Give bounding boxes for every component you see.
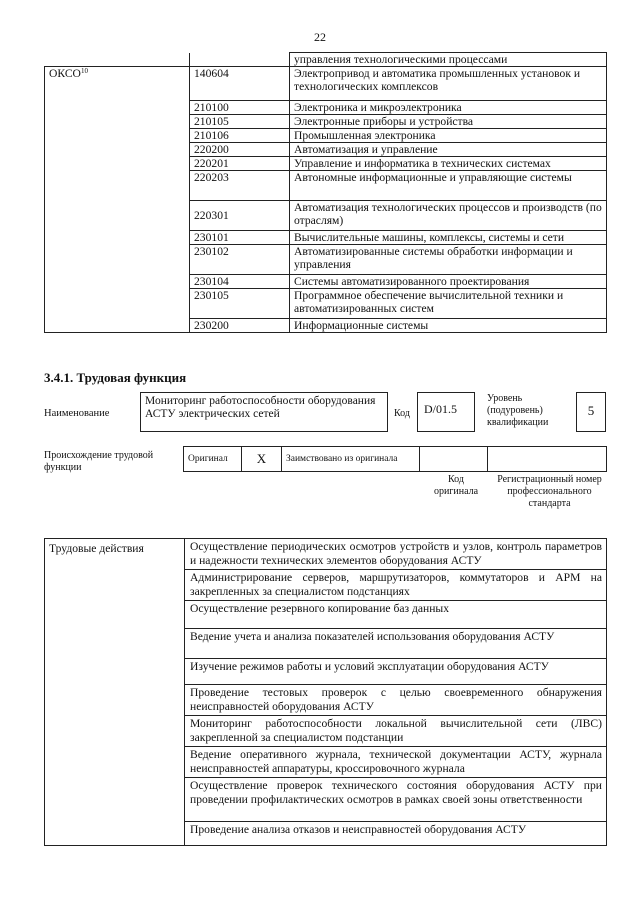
action-item: Ведение учета и анализа показателей использования оборудования АСТУ — [185, 629, 607, 659]
okso-table — [44, 52, 607, 333]
okso-name: Системы автоматизированного проектирования — [290, 275, 607, 289]
origin-table — [183, 446, 607, 472]
qualification-level: 5 — [576, 392, 606, 432]
action-item: Изучение режимов работы и условий эксплуатации оборудования АСТУ — [185, 659, 607, 685]
okso-footnote-ref: 10 — [80, 67, 88, 75]
okso-label-cell — [45, 67, 190, 333]
function-name: Мониторинг работоспособности оборудования АСТУ электрических сетей — [140, 392, 388, 432]
action-item: Осуществление проверок технического состояния оборудования АСТУ при проведении профилактических осмотров в рамках своей зоны ответственности — [185, 778, 607, 822]
action-item: Мониторинг работоспособности локальной вычислительной сети (ЛВС) закрепленной за специалистом подстанции — [185, 716, 607, 747]
okso-name: Программное обеспечение вычислительной техники и автоматизированных систем — [290, 289, 607, 319]
function-code: D/01.5 — [417, 392, 475, 432]
okso-code: 230101 — [190, 231, 290, 245]
level-label: Уровень (подуровень) квалификации — [487, 393, 549, 428]
action-item: Осуществление резервного копирование баз данных — [185, 601, 607, 629]
origin-borrowed-label: Заимствовано из оригинала — [282, 447, 420, 472]
origin-reg-number-cell — [488, 447, 607, 472]
origin-label: Происхождение трудовой функции — [44, 450, 154, 473]
origin-code-caption: Код оригинала — [433, 474, 479, 497]
action-item: Проведение анализа отказов и неисправностей оборудования АСТУ — [185, 822, 607, 846]
okso-code: 210105 — [190, 115, 290, 129]
okso-name: Автоматизация технологических процессов и производств (по отраслям) — [290, 201, 607, 231]
action-item: Проведение тестовых проверок с целью своевременного обнаружения неисправностей оборудования АСТУ — [185, 685, 607, 716]
table-row — [45, 67, 607, 101]
okso-code: 210100 — [190, 101, 290, 115]
okso-code: 230200 — [190, 319, 290, 333]
okso-code: 210106 — [190, 129, 290, 143]
action-item: Ведение оперативного журнала, технической документации АСТУ, журнала неисправностей аппаратуры, кроссировочного журнала — [185, 747, 607, 778]
page-number: 22 — [314, 30, 326, 44]
origin-original-mark: X — [242, 447, 282, 472]
table-row — [45, 539, 607, 570]
okso-name: Автоматизация и управление — [290, 143, 607, 157]
section-title: 3.4.1. Трудовая функция — [44, 370, 187, 385]
okso-label: ОКСО — [49, 67, 81, 80]
origin-original-label: Оригинал — [184, 447, 242, 472]
okso-name: Промышленная электроника — [290, 129, 607, 143]
okso-name: Автоматизированные системы обработки информации и управления — [290, 245, 607, 275]
okso-name: Информационные системы — [290, 319, 607, 333]
origin-code-cell — [420, 447, 488, 472]
table-row — [45, 53, 607, 67]
okso-name: Электроника и микроэлектроника — [290, 101, 607, 115]
okso-code: 220200 — [190, 143, 290, 157]
okso-code: 220301 — [190, 201, 290, 231]
okso-code: 220203 — [190, 171, 290, 201]
okso-code: 140604 — [190, 67, 290, 101]
okso-code: 230105 — [190, 289, 290, 319]
okso-name: Вычислительные машины, комплексы, системы и сети — [290, 231, 607, 245]
okso-continuation: управления технологическими процессами — [290, 53, 607, 67]
okso-name: Управление и информатика в технических системах — [290, 157, 607, 171]
name-label: Наименование — [44, 408, 110, 419]
okso-name: Автономные информационные и управляющие системы — [290, 171, 607, 201]
okso-code: 220201 — [190, 157, 290, 171]
action-item: Осуществление периодических осмотров устройств и узлов, контроль параметров и надежности технических элементов оборудования АСТУ — [185, 539, 607, 570]
origin-reg-caption: Регистрационный номер профессионального стандарта — [497, 474, 602, 509]
okso-code: 230102 — [190, 245, 290, 275]
actions-table — [44, 538, 607, 846]
code-label: Код — [394, 408, 410, 419]
table-cell — [45, 53, 190, 67]
okso-code: 230104 — [190, 275, 290, 289]
okso-name: Электропривод и автоматика промышленных установок и технологических комплексов — [290, 67, 607, 101]
action-item: Администрирование серверов, маршрутизаторов, коммутаторов и АРМ на закрепленных за специалистом подстанциях — [185, 570, 607, 601]
actions-label: Трудовые действия — [45, 539, 185, 846]
table-row — [184, 447, 607, 472]
okso-name: Электронные приборы и устройства — [290, 115, 607, 129]
table-cell — [190, 53, 290, 67]
